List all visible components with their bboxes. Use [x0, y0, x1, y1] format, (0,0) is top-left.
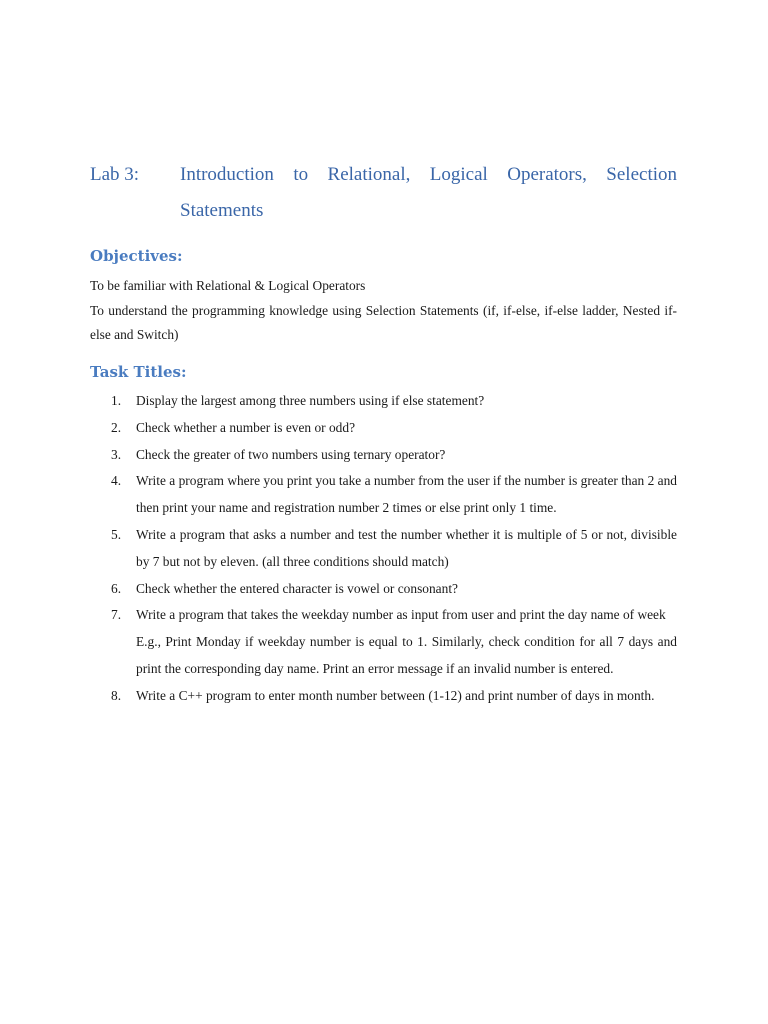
- task-item: [90, 683, 677, 710]
- task-number: 2.: [111, 419, 122, 435]
- task-number: 7.: [111, 607, 122, 623]
- task-text: Write a program that asks a number and test the number whether it is multiple of 5 or not, divisible by 7 but not by eleven. (all three conditions should match): [136, 526, 677, 569]
- task-number: 6.: [111, 580, 122, 596]
- objectives-list: [90, 274, 677, 348]
- objectives-heading: Objectives:: [90, 247, 183, 265]
- task-item: [90, 602, 677, 682]
- lab-title: Introduction to Relational, Logical Operators, Selection Statements: [180, 164, 677, 221]
- task-item: [90, 522, 677, 576]
- task-item: [90, 388, 677, 415]
- task-text: Check whether a number is even or odd?: [136, 419, 356, 435]
- task-text: Check whether the entered character is vowel or consonant?: [136, 580, 458, 596]
- task-number: 4.: [111, 473, 122, 489]
- task-text: Check the greater of two numbers using ternary operator?: [136, 446, 446, 462]
- task-text: Display the largest among three numbers using if else statement?: [136, 393, 485, 408]
- objective-line: To understand the programming knowledge using Selection Statements (if, if-else, if-else ladder, Nested if-else and Switch): [90, 302, 677, 342]
- task-number: 8.: [111, 687, 122, 703]
- lab-number: Lab 3:: [90, 164, 140, 185]
- task-example-note: E.g., Print Monday if weekday number is equal to 1. Similarly, check condition for all 7 days and print the corresponding day name. Print an error message if an invalid number is entered.: [136, 634, 677, 676]
- task-item: [90, 576, 677, 603]
- task-item: [90, 442, 677, 469]
- task-item: [90, 468, 677, 522]
- task-number: 1.: [111, 393, 122, 408]
- task-titles-heading: Task Titles:: [90, 363, 187, 381]
- task-number: 5.: [111, 526, 122, 542]
- task-item: [90, 415, 677, 442]
- task-text: Write a program that takes the weekday number as input from user and print the day name of week: [136, 607, 666, 623]
- task-text: Write a program where you print you take a number from the user if the number is greater than 2 and then print your name and registration number 2 times or else print only 1 time.: [136, 473, 677, 516]
- task-text: Write a C++ program to enter month number between (1-12) and print number of days in month.: [136, 687, 655, 703]
- task-list: [90, 388, 677, 710]
- task-number: 3.: [111, 446, 122, 462]
- objective-line: To be familiar with Relational & Logical Operators: [90, 278, 366, 293]
